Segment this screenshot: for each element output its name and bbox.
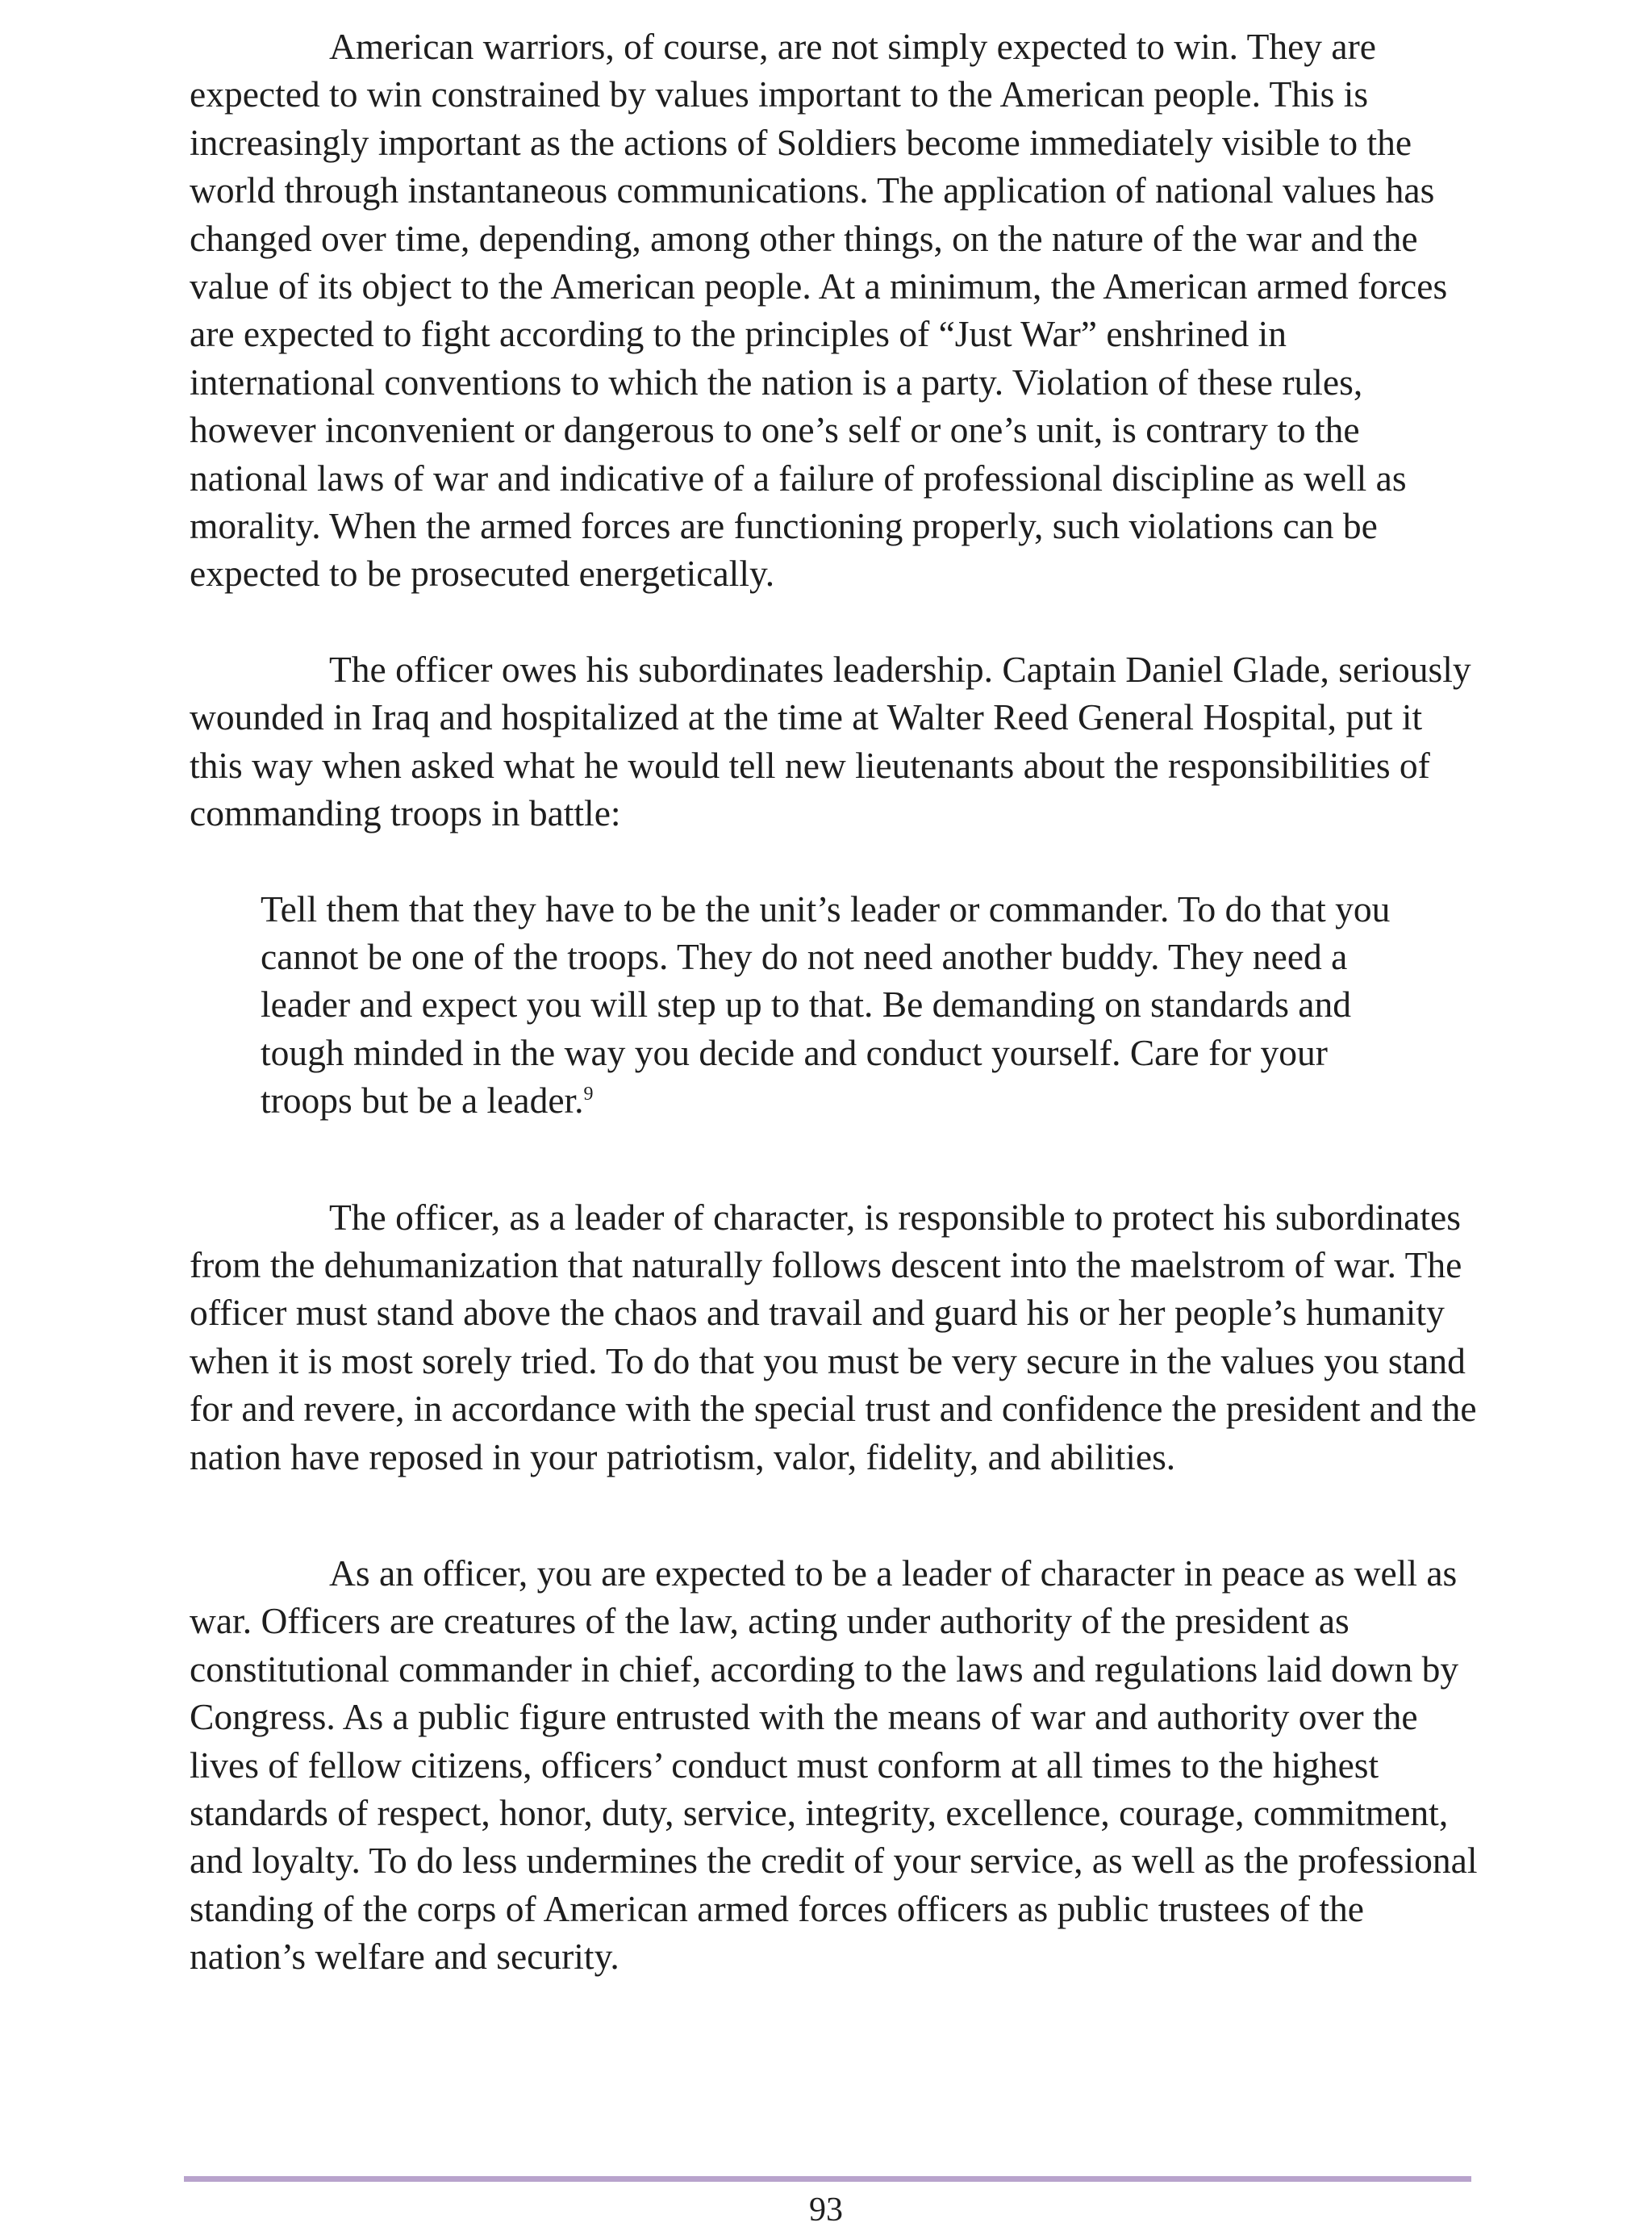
paragraph-leader-of-character: The officer, as a leader of character, is responsible to protect his subordinates from the dehumanization that naturally follows descent into the maelstrom of war. The officer must stand above the chaos and travail and guard his or her people’s humanity when it is most sorely tried. To do that you must be very secure in the values you stand for and revere, in accordance with the special trust and confidence the president and the nation have reposed in your patriotism, valor, fidelity, and abilities.: [190, 1196, 1477, 1477]
block-quote-glade: [261, 885, 1422, 1125]
paragraph-american-warriors: American warriors, of course, are not simply expected to win. They are expected to win constrained by values important to the American people. This is increasingly important as the actions of Soldiers become immediately visible to the world through instantaneous communications. The application of national values has changed over time, depending, among other things, on the nature of the war and the value of its object to the American people. At a minimum, the American armed forces are expected to fight according to the principles of “Just War” enshrined in international conventions to which the nation is a party. Violation of these rules, however inconvenient or dangerous to one’s self or one’s unit, is contrary to the national laws of war and indicative of a failure of professional discipline as well as morality. When the armed forces are functioning properly, such violations can be expected to be prosecuted energetically.: [190, 26, 1448, 595]
quote-text-container: [261, 885, 1422, 1125]
paragraph-peace-and-war: As an officer, you are expected to be a leader of character in peace as well as war. Officers are creatures of the law, acting under authority of the president as constitutional commander in chief, according to the laws and regulations laid down by Congress. As a public figure entrusted with the means of war and authority over the lives of fellow citizens, officers’ conduct must conform at all times to the highest standards of respect, honor, duty, service, integrity, excellence, courage, commitment, and loyalty. To do less undermines the credit of your service, as well as the professional standing of the corps of American armed forces officers as public trustees of the nation’s welfare and security.: [190, 1552, 1478, 1978]
page-content: [190, 23, 1480, 1981]
paragraph-officer-leadership: The officer owes his subordinates leadership. Captain Daniel Glade, seriously wounded in Iraq and hospitalized at the time at Walter Reed General Hospital, put it this way when asked what he would tell new lieutenants about the responsibilities of commanding troops in battle:: [190, 648, 1471, 834]
quote-text: Tell them that they have to be the unit’s leader or commander. To do that you cannot be one of the troops. They do not need another buddy. They need a leader and expect you will step up to that. Be demanding on standards and tough minded in the way you decide and conduct yourself. Care for your troops but be a leader.: [261, 888, 1391, 1122]
page-number: 93: [809, 2191, 843, 2229]
footer-rule: [184, 2176, 1471, 2182]
footnote-reference[interactable]: 9: [583, 1083, 594, 1105]
